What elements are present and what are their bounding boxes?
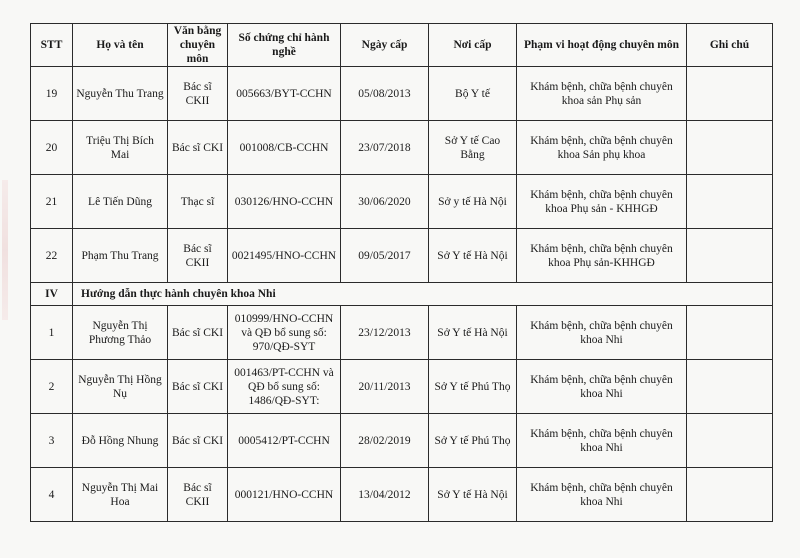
cell-place: Sở Y tế Hà Nội: [429, 468, 517, 522]
cell-degree: Bác sĩ CKII: [168, 229, 228, 283]
cell-degree: Bác sĩ CKI: [168, 306, 228, 360]
header-stt: STT: [31, 24, 73, 67]
cell-cert: 001463/PT-CCHN và QĐ bổ sung số: 1486/QĐ-SYT:: [228, 360, 341, 414]
cell-stt: 4: [31, 468, 73, 522]
section-title: Hướng dẫn thực hành chuyên khoa Nhi: [73, 283, 773, 306]
cell-scope: Khám bệnh, chữa bệnh chuyên khoa Nhi: [517, 360, 687, 414]
cell-cert: 000121/HNO-CCHN: [228, 468, 341, 522]
cell-name: Đỗ Hồng Nhung: [73, 414, 168, 468]
cell-date: 05/08/2013: [341, 67, 429, 121]
header-note: Ghi chú: [687, 24, 773, 67]
cell-stt: 20: [31, 121, 73, 175]
cell-stt: 1: [31, 306, 73, 360]
cell-note: [687, 468, 773, 522]
cell-cert: 001008/CB-CCHN: [228, 121, 341, 175]
cell-scope: Khám bệnh, chữa bệnh chuyên khoa Phụ sản - KHHGĐ: [517, 175, 687, 229]
cell-cert: 0021495/HNO-CCHN: [228, 229, 341, 283]
cell-scope: Khám bệnh, chữa bệnh chuyên khoa Nhi: [517, 306, 687, 360]
header-degree: Văn bằng chuyên môn: [168, 24, 228, 67]
table-row: [31, 360, 773, 414]
cell-degree: Bác sĩ CKII: [168, 67, 228, 121]
table-row: [31, 306, 773, 360]
cell-degree: Bác sĩ CKI: [168, 414, 228, 468]
cell-note: [687, 121, 773, 175]
cell-scope: Khám bệnh, chữa bệnh chuyên khoa Phụ sản-KHHGĐ: [517, 229, 687, 283]
cell-cert: 005663/BYT-CCHN: [228, 67, 341, 121]
table-row: [31, 67, 773, 121]
cell-place: Sở Y tế Phú Thọ: [429, 414, 517, 468]
cell-name: Nguyễn Thị Mai Hoa: [73, 468, 168, 522]
cell-cert: 030126/HNO-CCHN: [228, 175, 341, 229]
header-scope: Phạm vi hoạt động chuyên môn: [517, 24, 687, 67]
cell-place: Sở Y tế Hà Nội: [429, 229, 517, 283]
cell-stt: 19: [31, 67, 73, 121]
cell-date: 23/12/2013: [341, 306, 429, 360]
cell-name: Nguyễn Thị Phương Thảo: [73, 306, 168, 360]
cell-date: 28/02/2019: [341, 414, 429, 468]
table-row: [31, 414, 773, 468]
cell-scope: Khám bệnh, chữa bệnh chuyên khoa Sản phụ khoa: [517, 121, 687, 175]
header-date: Ngày cấp: [341, 24, 429, 67]
cell-place: Sở Y tế Hà Nội: [429, 306, 517, 360]
cell-cert: 010999/HNO-CCHN và QĐ bổ sung số: 970/QĐ-SYT: [228, 306, 341, 360]
cell-place: Sở Y tế Phú Thọ: [429, 360, 517, 414]
cell-note: [687, 360, 773, 414]
cell-name: Lê Tiến Dũng: [73, 175, 168, 229]
header-cert: Số chứng chỉ hành nghề: [228, 24, 341, 67]
practitioner-table: [30, 23, 773, 522]
cell-name: Nguyễn Thị Hồng Nụ: [73, 360, 168, 414]
cell-stt: 3: [31, 414, 73, 468]
cell-scope: Khám bệnh, chữa bệnh chuyên khoa Nhi: [517, 414, 687, 468]
cell-cert: 0005412/PT-CCHN: [228, 414, 341, 468]
cell-degree: Bác sĩ CKII: [168, 468, 228, 522]
cell-name: Nguyễn Thu Trang: [73, 67, 168, 121]
cell-stt: 2: [31, 360, 73, 414]
scan-edge-mark: [2, 180, 8, 320]
cell-place: Sở y tế Hà Nội: [429, 175, 517, 229]
table-row: [31, 121, 773, 175]
cell-note: [687, 175, 773, 229]
table-row: [31, 229, 773, 283]
header-name: Họ và tên: [73, 24, 168, 67]
cell-place: Sở Y tế Cao Bằng: [429, 121, 517, 175]
cell-scope: Khám bệnh, chữa bệnh chuyên khoa Nhi: [517, 468, 687, 522]
cell-date: 20/11/2013: [341, 360, 429, 414]
cell-date: 30/06/2020: [341, 175, 429, 229]
cell-note: [687, 306, 773, 360]
cell-place: Bộ Y tế: [429, 67, 517, 121]
table-header-row: [31, 24, 773, 67]
cell-stt: 22: [31, 229, 73, 283]
cell-degree: Bác sĩ CKI: [168, 360, 228, 414]
cell-note: [687, 229, 773, 283]
cell-name: Triệu Thị Bích Mai: [73, 121, 168, 175]
cell-date: 09/05/2017: [341, 229, 429, 283]
cell-note: [687, 414, 773, 468]
table-row: [31, 175, 773, 229]
section-number: IV: [31, 283, 73, 306]
cell-degree: Bác sĩ CKI: [168, 121, 228, 175]
section-row: [31, 283, 773, 306]
cell-note: [687, 67, 773, 121]
cell-degree: Thạc sĩ: [168, 175, 228, 229]
cell-scope: Khám bệnh, chữa bệnh chuyên khoa sản Phụ sản: [517, 67, 687, 121]
cell-date: 23/07/2018: [341, 121, 429, 175]
header-place: Nơi cấp: [429, 24, 517, 67]
table-row: [31, 468, 773, 522]
cell-stt: 21: [31, 175, 73, 229]
cell-name: Phạm Thu Trang: [73, 229, 168, 283]
cell-date: 13/04/2012: [341, 468, 429, 522]
